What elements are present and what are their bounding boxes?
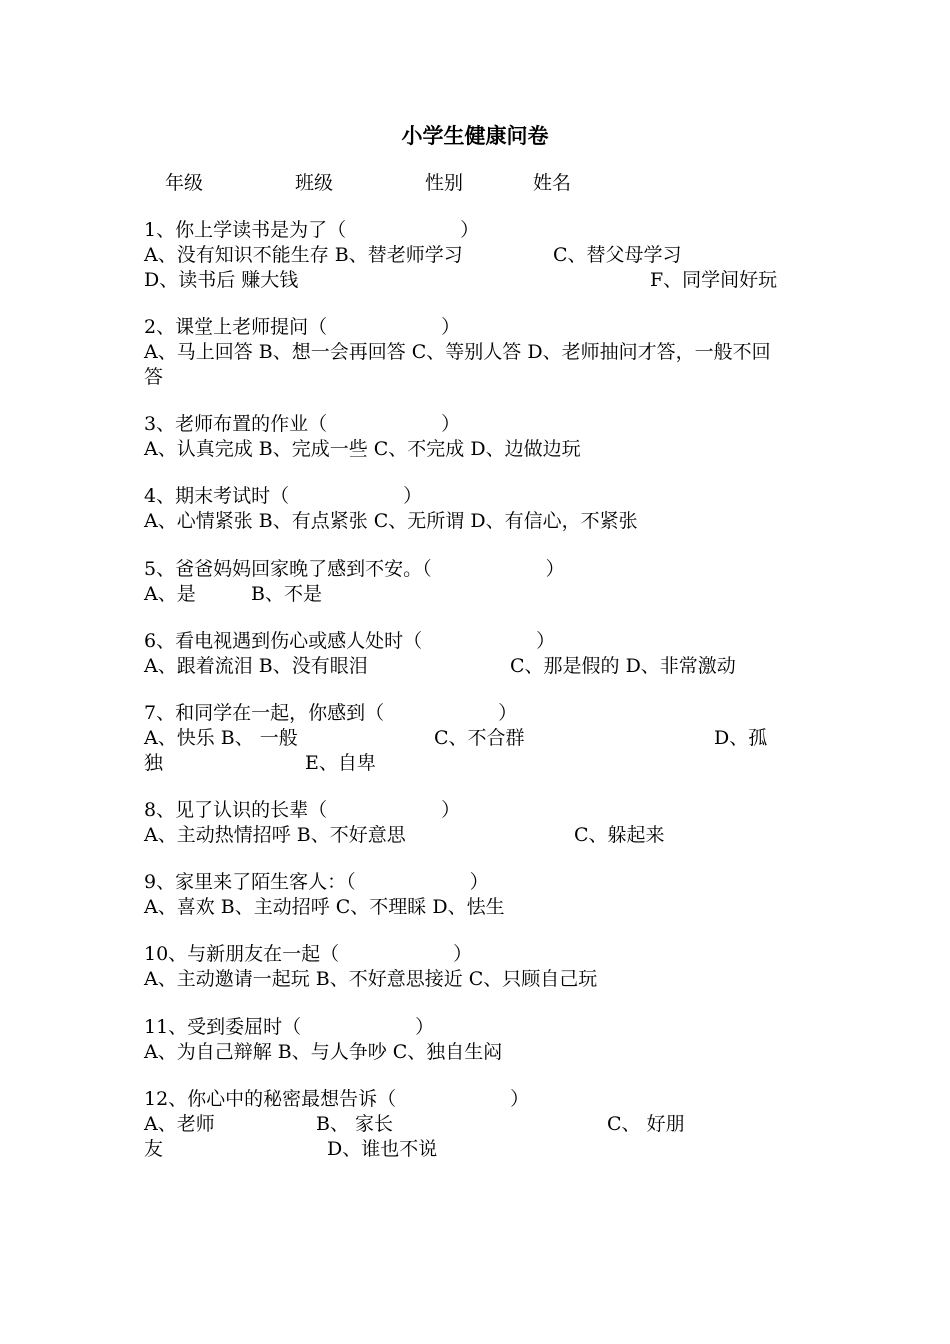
- answer-option: C、 好朋: [607, 1113, 685, 1135]
- question-text: 4、期末考试时（ ）: [144, 485, 423, 507]
- answer-option: 答: [144, 366, 164, 388]
- question-text: 11、受到委屈时（ ）: [144, 1016, 435, 1038]
- class-label: 班级: [295, 172, 334, 194]
- answer-option: E、自卑: [305, 752, 376, 774]
- answer-option: A、马上回答 B、想一会再回答 C、等别人答 D、老师抽问才答，一般不回: [144, 341, 771, 363]
- question-text: 5、爸爸妈妈回家晚了感到不安。（ ）: [144, 558, 565, 580]
- answer-option: A、老师: [144, 1113, 215, 1135]
- answer-option: 独: [144, 752, 164, 774]
- page-title: 小学生健康问卷: [401, 124, 549, 148]
- answer-option: B、不是: [251, 583, 322, 605]
- answer-option: A、为自己辩解 B、与人争吵 C、独自生闷: [144, 1041, 503, 1063]
- question-text: 10、与新朋友在一起（ ）: [144, 943, 473, 965]
- question-text: 3、老师布置的作业（ ）: [144, 413, 461, 435]
- answer-option: A、是: [144, 583, 196, 605]
- question-text: 2、课堂上老师提问（ ）: [144, 316, 461, 338]
- answer-option: A、快乐 B、 一般: [144, 727, 298, 749]
- answer-option: A、认真完成 B、完成一些 C、不完成 D、边做边玩: [144, 438, 581, 460]
- name-label: 姓名: [533, 172, 572, 194]
- answer-option: D、谁也不说: [327, 1138, 438, 1160]
- answer-option: A、心情紧张 B、有点紧张 C、无所谓 D、有信心，不紧张: [144, 510, 638, 532]
- grade-label: 年级: [165, 172, 204, 194]
- answer-option: C、不合群: [434, 727, 525, 749]
- question-text: 9、家里来了陌生客人：（ ）: [144, 871, 489, 893]
- answer-option: A、跟着流泪 B、没有眼泪: [144, 655, 368, 677]
- answer-option: D、读书后 赚大钱: [144, 269, 299, 291]
- question-text: 8、见了认识的长辈（ ）: [144, 799, 461, 821]
- answer-option: C、替父母学习: [553, 244, 682, 266]
- question-text: 7、和同学在一起，你感到（ ）: [144, 702, 518, 724]
- answer-option: C、躲起来: [574, 824, 665, 846]
- answer-option: A、喜欢 B、主动招呼 C、不理睬 D、怯生: [144, 896, 505, 918]
- answer-option: B、 家长: [316, 1113, 394, 1135]
- answer-option: A、主动热情招呼 B、不好意思: [144, 824, 406, 846]
- question-text: 12、你心中的秘密最想告诉（ ）: [144, 1088, 530, 1110]
- answer-option: A、没有知识不能生存 B、替老师学习: [144, 244, 463, 266]
- answer-option: D、孤: [714, 727, 768, 749]
- answer-option: A、主动邀请一起玩 B、不好意思接近 C、只顾自己玩: [144, 968, 598, 990]
- question-text: 6、看电视遇到伤心或感人处时（ ）: [144, 630, 556, 652]
- question-text: 1、你上学读书是为了（ ）: [144, 219, 480, 241]
- answer-option: F、同学间好玩: [650, 269, 778, 291]
- answer-option: C、那是假的 D、非常激动: [510, 655, 736, 677]
- gender-label: 性别: [425, 172, 464, 194]
- answer-option: 友: [144, 1138, 164, 1160]
